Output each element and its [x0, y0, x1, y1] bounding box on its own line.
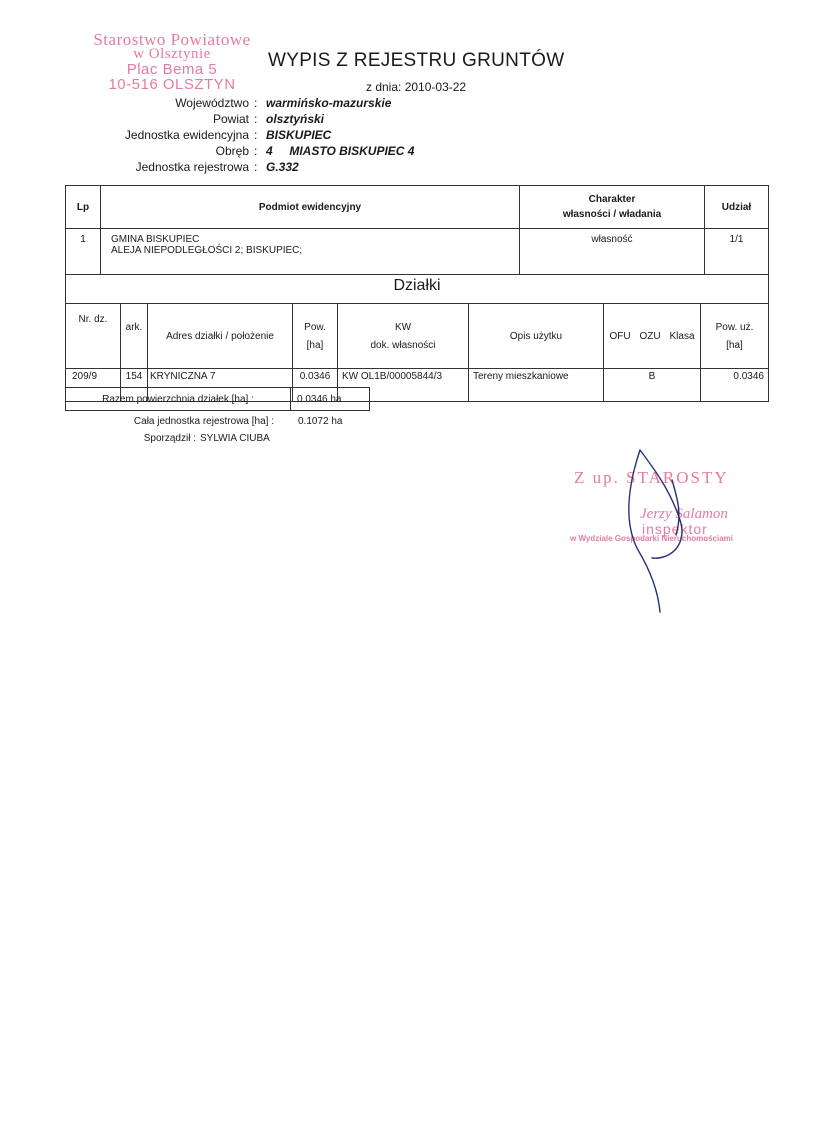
meta-colon: : [254, 96, 258, 110]
plots-section-row [66, 269, 769, 304]
meta-label-wojewodztwo: Województwo [175, 96, 249, 110]
meta-label-obreb: Obręb [215, 144, 249, 158]
cala-value: 0.1072 ha [298, 416, 343, 427]
owner-charakter: własność [520, 229, 705, 275]
document-title: WYPIS Z REJESTRU GRUNTÓW [268, 50, 565, 71]
meta-value-obreb: 4 MIASTO BISKUPIEC 4 [266, 144, 415, 158]
razem-value: 0.0346 ha [291, 388, 370, 411]
owner-lp: 1 [66, 229, 101, 275]
header-opis: Opis użytku [469, 304, 604, 369]
header-charakter-line2: własności / władania [562, 209, 662, 220]
meta-colon: : [254, 144, 258, 158]
owner-table [65, 185, 769, 275]
signature-line-2: Jerzy Salamon [640, 506, 728, 522]
header-kw-line1: KW [394, 321, 412, 333]
owner-address: ALEJA NIEPODLEGŁOŚCI 2; BISKUPIEC; [111, 245, 303, 256]
header-ark: ark. [121, 304, 148, 369]
stamp-line-1: Starostwo Powiatowe [93, 30, 251, 49]
issue-date [366, 80, 466, 94]
header-pow-line2: [ha] [306, 339, 324, 351]
signature-line-3: inspektor [642, 521, 708, 537]
cala-label: Cała jednostka rejestrowa [ha] : [133, 416, 274, 427]
signature-line-4: w Wydziale Gospodarki Nieruchomościami [570, 534, 734, 543]
meta-value-wojewodztwo: warmińsko-mazurskie [266, 96, 392, 110]
meta-value-powiat: olsztyński [266, 112, 325, 126]
signature-line-1: Z up. STAROSTY [574, 468, 729, 487]
header-udzial: Udział [705, 186, 769, 229]
stamp-line-2: w Olsztynie [133, 46, 211, 62]
plot-adres: KRYNICZNA 7 [148, 369, 293, 402]
owner-table-header [66, 186, 769, 229]
plot-pow-uz: 0.0346 [701, 369, 769, 402]
owner-cell [101, 229, 520, 275]
plots-table-header [66, 304, 769, 369]
owner-name: GMINA BISKUPIEC [111, 234, 200, 245]
header-adres: Adres działki / położenie [148, 304, 293, 369]
header-kw [338, 304, 469, 369]
header-nr-dz: Nr. dz. [66, 304, 121, 369]
plot-pow: 0.0346 [293, 369, 338, 402]
plot-opis: Tereny mieszkaniowe [469, 369, 604, 402]
plot-nr-dz: 209/9 [66, 369, 121, 402]
header-pow-uz [701, 304, 769, 369]
meta-colon: : [254, 160, 258, 174]
table-row [66, 229, 769, 275]
meta-colon: : [254, 112, 258, 126]
office-stamp [72, 32, 272, 92]
meta-colon: : [254, 128, 258, 142]
summary-table [65, 387, 370, 411]
plots-table [65, 269, 769, 402]
sporzadzil-value: SYLWIA CIUBA [200, 433, 270, 444]
header-charakter [520, 186, 705, 229]
header-podmiot: Podmiot ewidencyjny [101, 186, 520, 229]
meta-value-jednostka-rejestrowa: G.332 [266, 160, 299, 174]
owner-udzial: 1/1 [705, 229, 769, 275]
date-value: 2010-03-22 [404, 80, 467, 94]
header-lp: Lp [66, 186, 101, 229]
header-pow-uz-line2: [ha] [726, 339, 743, 351]
sporzadzil-label: Sporządził : [143, 433, 196, 444]
header-pow [293, 304, 338, 369]
meta-label-jednostka-rejestrowa: Jednostka rejestrowa [135, 160, 249, 174]
plot-kw: KW OL1B/00005844/3 [338, 369, 469, 402]
summary-row [66, 388, 370, 411]
date-label: z dnia: [366, 80, 402, 94]
plot-ark: 154 [121, 369, 148, 402]
header-charakter-line1: Charakter [588, 194, 636, 205]
plot-klasa: B [604, 369, 701, 402]
header-pow-line1: Pow. [304, 321, 326, 333]
header-kw-line2: dok. własności [370, 339, 436, 351]
header-pow-uz-line1: Pow. uż. [715, 321, 754, 333]
handwritten-signature-icon [600, 440, 710, 620]
stamp-line-3: Plac Bema 5 [126, 61, 218, 78]
header-ozu: OZU [636, 304, 664, 369]
meta-label-powiat: Powiat [212, 112, 249, 126]
stamp-line-4: 10-516 OLSZTYN [108, 76, 236, 93]
plots-section-title: Działki [66, 269, 769, 304]
header-ofu: OFU [604, 304, 637, 369]
meta-label-jednostka-ewidencyjna: Jednostka ewidencyjna [124, 128, 249, 142]
razem-label: Razem powierzchnia działek [ha] : [66, 388, 291, 411]
meta-value-jednostka-ewidencyjna: BISKUPIEC [266, 128, 332, 142]
header-klasa: Klasa [664, 304, 701, 369]
